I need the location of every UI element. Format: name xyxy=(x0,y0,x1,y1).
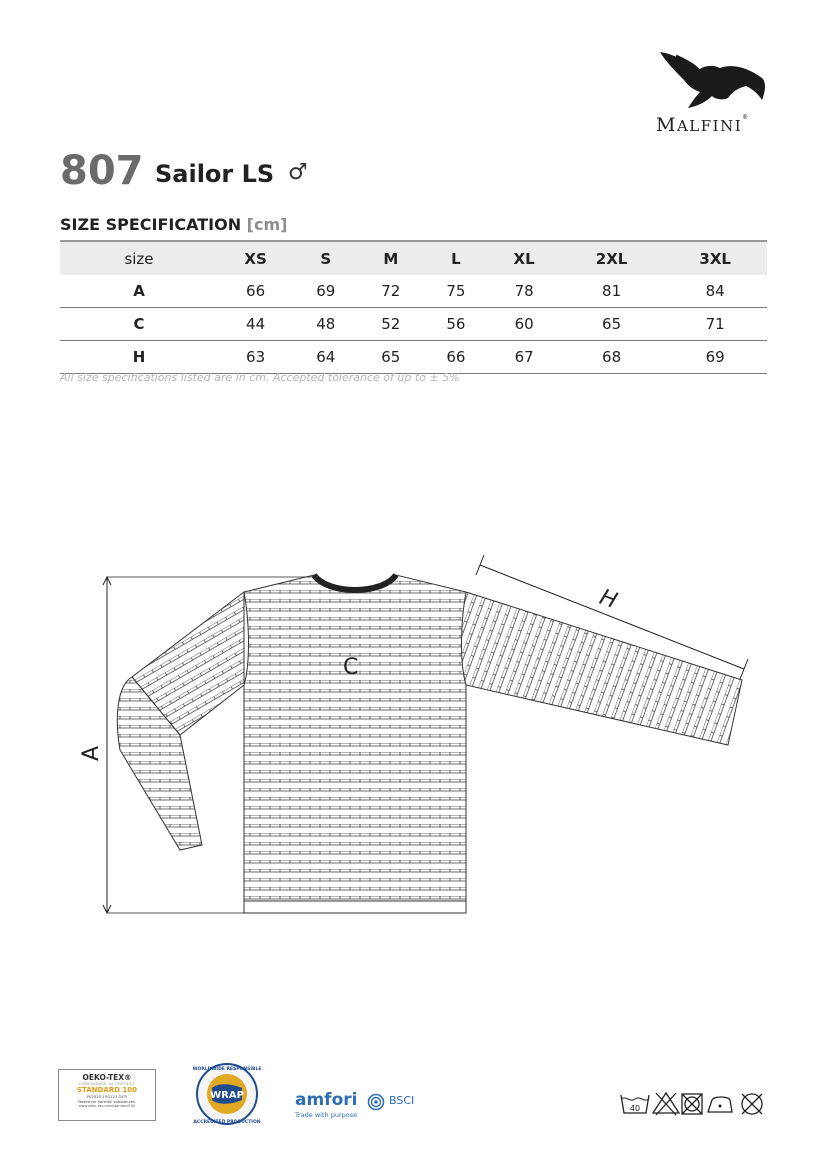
table-header-cell: 2XL xyxy=(595,249,628,268)
garment-diagram xyxy=(80,545,760,939)
table-cell: 52 xyxy=(358,308,423,341)
product-name: Sailor LS xyxy=(155,160,275,188)
wrap-badge xyxy=(190,1061,264,1127)
table-header-cell: 3XL xyxy=(699,249,731,268)
iron-icon xyxy=(708,1097,732,1112)
table-cell: 66 xyxy=(423,341,488,374)
measure-label-a: A xyxy=(79,745,105,762)
table-cell: 72 xyxy=(358,275,423,308)
table-cell: 66 xyxy=(218,275,293,308)
measure-label-h: H xyxy=(596,584,621,615)
table-cell: 44 xyxy=(218,308,293,341)
table-cell: 48 xyxy=(293,308,358,341)
table-row xyxy=(60,341,767,374)
wrap-logo-icon xyxy=(190,1061,264,1127)
table-cell: 65 xyxy=(358,341,423,374)
table-header-cell: XL xyxy=(513,249,535,268)
table-cell: 68 xyxy=(560,341,664,374)
table-cell: 84 xyxy=(663,275,767,308)
amfori-bsci-badge xyxy=(295,1090,435,1124)
eagle-icon xyxy=(654,46,770,112)
table-header-cell: S xyxy=(320,249,332,268)
bsci-label: BSCI xyxy=(389,1094,415,1107)
table-row-label: C xyxy=(60,308,218,341)
brand-wordmark: MALFINI® xyxy=(656,114,750,136)
table-row xyxy=(60,275,767,308)
bsci-ring-icon xyxy=(367,1093,385,1111)
table-header-cell: XS xyxy=(244,249,267,268)
table-cell: 67 xyxy=(488,341,559,374)
measure-label-c: C xyxy=(343,655,359,680)
table-header-cell: size xyxy=(124,249,154,268)
svg-text:ACCREDITED PRODUCTION: ACCREDITED PRODUCTION xyxy=(193,1120,261,1125)
wash-40-icon xyxy=(621,1095,649,1113)
svg-text:40: 40 xyxy=(629,1104,641,1113)
table-header-cell: M xyxy=(383,249,399,268)
table-cell: 60 xyxy=(488,308,559,341)
table-cell: 71 xyxy=(663,308,767,341)
right-sleeve xyxy=(460,592,742,745)
oeko-tex-badge: OEKO-TEX® CONFIDENCE IN TEXTILES STANDARD 100 P02020 15G123 OETI Tested for harmful substances. www.oeko-tex.com/standard100 xyxy=(58,1069,156,1121)
no-dry-clean-icon xyxy=(742,1094,762,1114)
table-row-label: A xyxy=(60,275,218,308)
table-cell: 69 xyxy=(663,341,767,374)
table-row-label: H xyxy=(60,341,218,374)
care-symbols xyxy=(620,1091,770,1117)
table-header-row xyxy=(60,241,767,275)
table-row xyxy=(60,308,767,341)
table-cell: 64 xyxy=(293,341,358,374)
table-cell: 63 xyxy=(218,341,293,374)
table-cell: 78 xyxy=(488,275,559,308)
amfori-name: amfori xyxy=(295,1090,358,1110)
table-cell: 81 xyxy=(560,275,664,308)
svg-text:WRAP: WRAP xyxy=(210,1090,244,1101)
table-cell: 75 xyxy=(423,275,488,308)
table-cell: 65 xyxy=(560,308,664,341)
shirt-collar xyxy=(314,575,396,590)
no-tumble-dry-icon xyxy=(682,1094,702,1114)
amfori-tagline: Trade with purpose xyxy=(295,1111,358,1119)
tolerance-note: All size specifications listed are in cm. Accepted tolerance of up to ± 5% xyxy=(60,371,460,384)
table-header-cell: L xyxy=(451,249,461,268)
no-bleach-icon xyxy=(653,1093,679,1115)
table-cell: 56 xyxy=(423,308,488,341)
svg-text:WORLDWIDE RESPONSIBLE: WORLDWIDE RESPONSIBLE xyxy=(192,1067,262,1072)
male-symbol-icon: ♂ xyxy=(288,160,308,185)
product-code: 807 xyxy=(60,148,144,194)
shirt-body xyxy=(244,575,466,913)
size-spec-title: SIZE SPECIFICATION [cm] xyxy=(60,215,288,234)
size-table xyxy=(60,240,767,374)
table-cell: 69 xyxy=(293,275,358,308)
